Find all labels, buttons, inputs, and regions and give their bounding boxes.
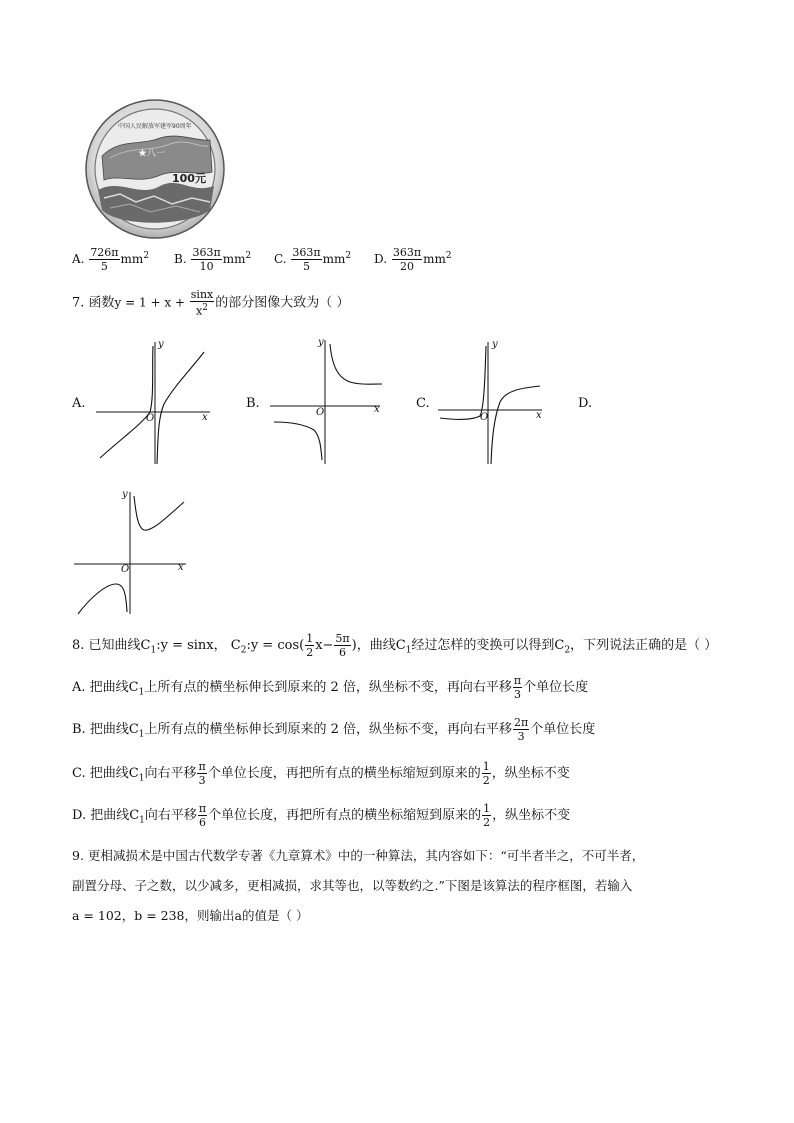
axis-label-x: x bbox=[536, 410, 542, 421]
coin-emblem-text: ★八一 bbox=[138, 149, 166, 159]
axis-label-x: x bbox=[202, 412, 208, 423]
q8-option-c[interactable]: C. 把曲线$C_1$向右平移 $\frac{\pi}{3}$ 个单位长度，再把所有点的横坐标缩短到原来的 $\frac{1}{2}$ ，纵坐标不变 bbox=[72, 760, 570, 787]
option-unit: mm bbox=[322, 252, 346, 266]
q7-graph-d[interactable] bbox=[72, 488, 192, 618]
q9-line-2: 副置分母、子之数，以少减多，更相减损，求其等也，以等数约之.”下图是该算法的程序框图，若输入 bbox=[72, 878, 633, 893]
option-letter: C. bbox=[274, 252, 287, 266]
origin-label: O bbox=[316, 407, 325, 418]
option-fraction: $\frac{363\pi}{10}$ bbox=[192, 246, 221, 273]
option-letter: B. bbox=[174, 252, 187, 266]
option-fraction: $\frac{363\pi}{20}$ bbox=[392, 246, 422, 273]
q8-fraction-half: $\frac{1}{2}$ bbox=[306, 632, 314, 659]
q8-option-a[interactable]: A. 把曲线$C_1$上所有点的横坐标伸长到原来的 2 倍，纵坐标不变，再向右平移 $\frac{\pi}{3}$ 个单位长度 bbox=[72, 674, 589, 701]
q7-graph-c[interactable] bbox=[436, 338, 548, 468]
q6-option-d[interactable]: D. $\frac{363\pi}{20}$ $mm^2$ bbox=[374, 246, 452, 273]
option-unit: mm bbox=[120, 252, 144, 266]
option-fraction: $\frac{2\pi}{3}$ bbox=[514, 716, 529, 743]
q6-option-c[interactable]: C. $\frac{363\pi}{5}$ $mm^2$ bbox=[274, 246, 352, 273]
q8-fraction-5pi-6: $\frac{5\pi}{6}$ bbox=[335, 632, 350, 659]
origin-label: O bbox=[480, 412, 489, 423]
q6-option-b[interactable]: B. $\frac{363\pi}{10}$ $mm^2$ bbox=[174, 246, 252, 273]
q9-line-3: a = 102，b = 238，则输出a的值是（ ） bbox=[72, 908, 309, 923]
option-unit: mm bbox=[423, 252, 446, 266]
option-fraction: $\frac{363\pi}{5}$ bbox=[292, 246, 321, 273]
axis-label-y: y bbox=[492, 339, 498, 350]
option-letter: D. bbox=[374, 252, 388, 266]
origin-label: O bbox=[146, 413, 155, 424]
commemorative-coin-image bbox=[80, 98, 230, 240]
q8-stem: 8. 已知曲线$C_1:y = \sin x$， $C_2:y = \cos$( $\frac{1}{2}$ x− $\frac{5\pi}{6}$ )，曲线$C_1$经过怎样的变换可以得到$C_2$，下列说法正确的是（ ） bbox=[72, 632, 718, 659]
coin-denomination-text: 100元 bbox=[172, 172, 206, 185]
option-fraction: $\frac{\pi}{3}$ bbox=[198, 760, 206, 787]
q7-option-c-label[interactable]: C. bbox=[416, 396, 430, 411]
option-unit: mm bbox=[222, 252, 246, 266]
option-fraction-half: $\frac{1}{2}$ bbox=[483, 802, 491, 829]
option-fraction-half: $\frac{1}{2}$ bbox=[482, 760, 490, 787]
q7-graph-b[interactable] bbox=[268, 336, 388, 466]
q7-graph-a[interactable] bbox=[92, 338, 218, 468]
option-fraction: $\frac{726\pi}{5}$ bbox=[90, 246, 119, 273]
origin-label: O bbox=[121, 564, 130, 575]
q9-line-1: 9. 更相减损术是中国古代数学专著《九章算术》中的一种算法，其内容如下：“可半者半之，不可半者， bbox=[72, 848, 645, 863]
axis-label-x: x bbox=[178, 562, 184, 573]
axis-label-x: x bbox=[374, 404, 380, 415]
axis-label-y: y bbox=[122, 489, 128, 500]
option-fraction: $\frac{\pi}{6}$ bbox=[198, 802, 207, 829]
q7-option-a-label[interactable]: A. bbox=[72, 396, 86, 411]
coin-inscription-text: 中国人民解放军建军90周年 bbox=[118, 123, 192, 130]
axis-label-y: y bbox=[318, 337, 324, 348]
q8-option-b[interactable]: B. 把曲线$C_1$上所有点的横坐标伸长到原来的 2 倍，纵坐标不变，再向右平移 $\frac{2\pi}{3}$ 个单位长度 bbox=[72, 716, 596, 743]
option-fraction: $\frac{\pi}{3}$ bbox=[513, 674, 522, 701]
q7-fraction: $\frac{\sin x}{x^2}$ bbox=[190, 288, 214, 318]
option-letter: A. bbox=[72, 252, 85, 266]
q8-option-d[interactable]: D. 把曲线$C_1$向右平移 $\frac{\pi}{6}$ 个单位长度，再把所有点的横坐标缩短到原来的 $\frac{1}{2}$ ，纵坐标不变 bbox=[72, 802, 571, 829]
q7-option-d-label[interactable]: D. bbox=[578, 396, 593, 411]
axis-label-y: y bbox=[158, 339, 164, 350]
q6-option-a[interactable]: A. $\frac{726\pi}{5}$ $mm^2$ bbox=[72, 246, 150, 273]
q7-stem: 7. 函数y = 1 + x + $\frac{\sin x}{x^2}$ 的部分图像大致为（ ） bbox=[72, 288, 350, 318]
q7-option-b-label[interactable]: B. bbox=[246, 396, 260, 411]
